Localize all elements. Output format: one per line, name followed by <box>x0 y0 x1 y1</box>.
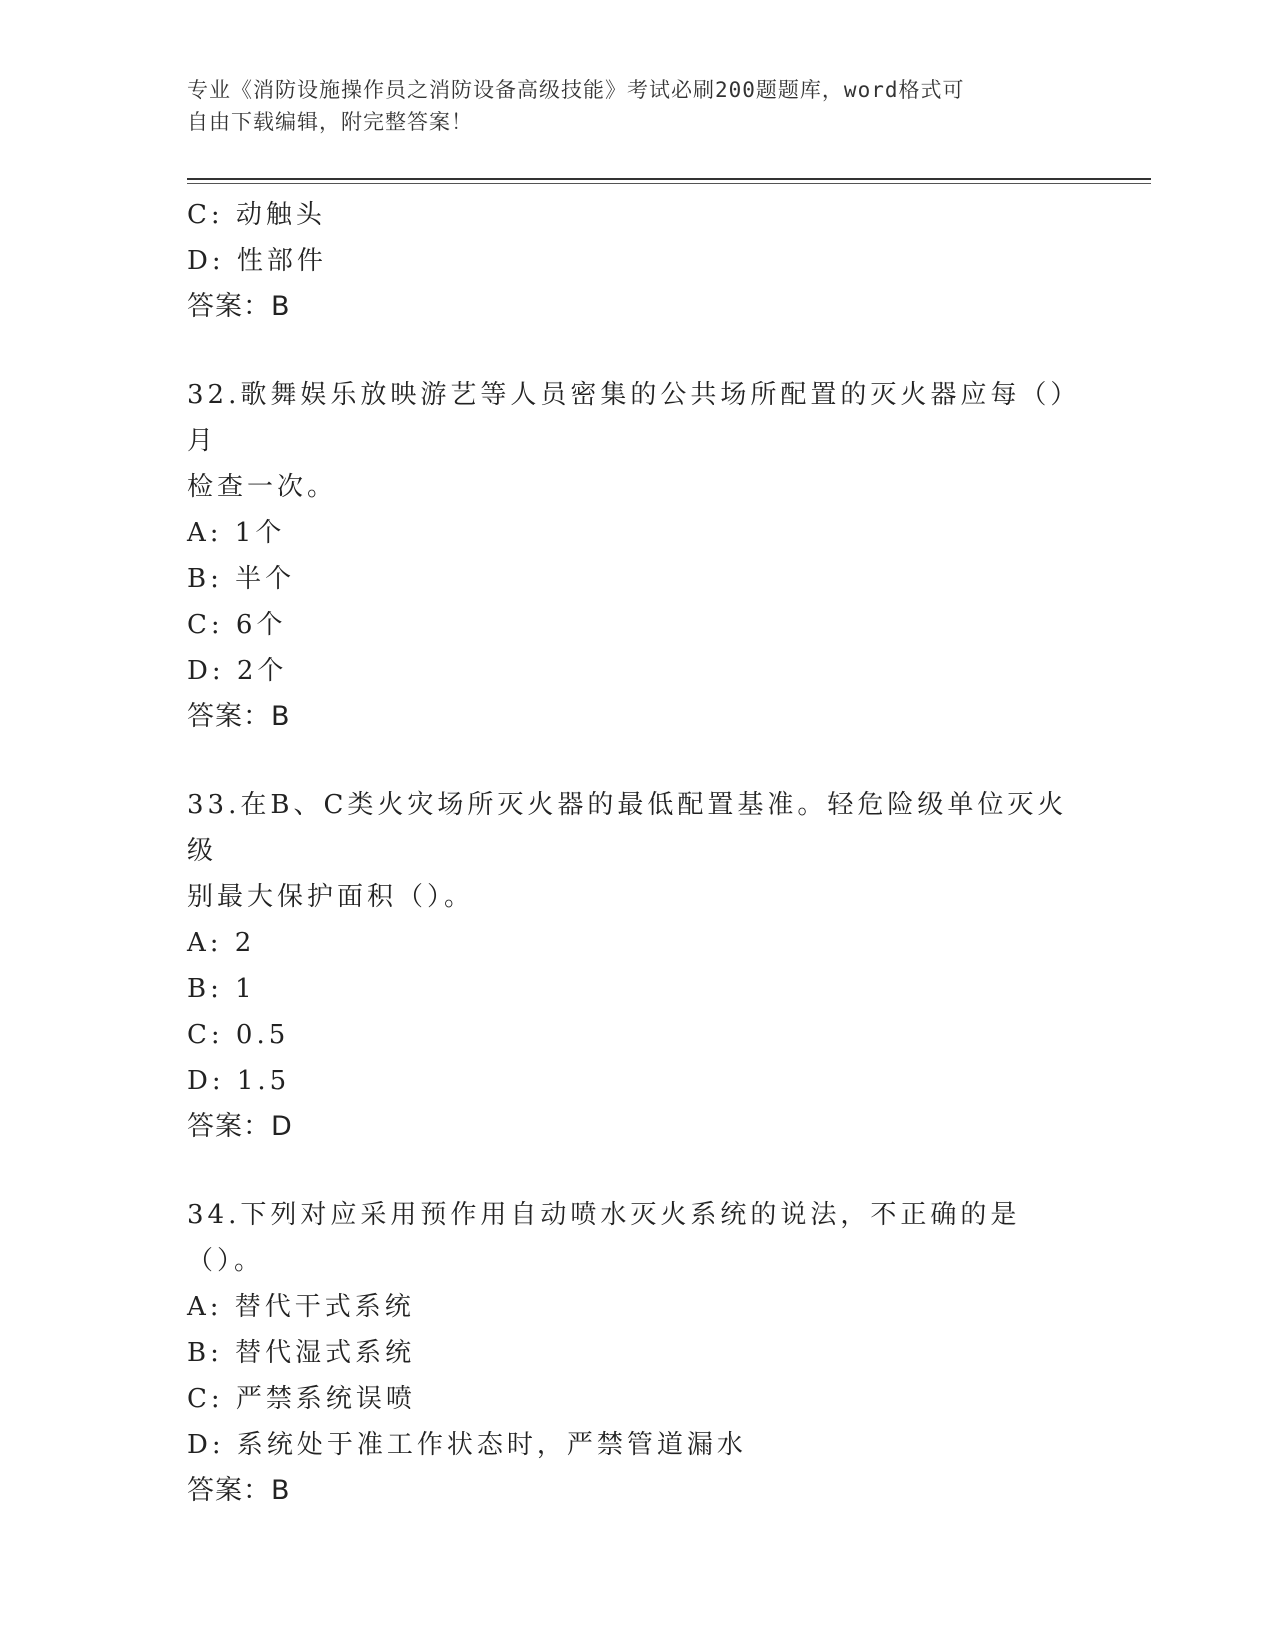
option-a: A: 替代干式系统 <box>187 1292 415 1322</box>
option-b: B: 1 <box>187 974 256 1004</box>
spacer <box>187 1150 1087 1192</box>
answer: 答案：D <box>187 1111 293 1142</box>
header-title-line-2: 自由下载编辑，附完整答案！ <box>187 110 473 134</box>
option-d: D: 性部件 <box>187 246 327 276</box>
question-stem-line-1: 33.在B、C类火灾场所灭火器的最低配置基准。轻危险级单位灭火级 <box>187 790 1068 866</box>
option-d: D: 系统处于准工作状态时，严禁管道漏水 <box>187 1430 747 1460</box>
option-c: C: 动触头 <box>187 200 326 230</box>
option-c: C: 6个 <box>187 610 287 640</box>
question-stem-line-2: 别最大保护面积（）。 <box>187 882 475 912</box>
question-31-tail <box>187 192 1087 330</box>
question-stem-line-2: 检查一次。 <box>187 472 338 502</box>
answer: 答案：B <box>187 701 291 732</box>
question-stem-line-1: 34.下列对应采用预作用自动喷水灭火系统的说法，不正确的是（）。 <box>187 1200 1021 1276</box>
option-a: A: 2 <box>187 928 256 958</box>
question-34 <box>187 1192 1087 1514</box>
option-c: C: 严禁系统误喷 <box>187 1384 416 1414</box>
question-32 <box>187 372 1087 740</box>
header-title-line-1: 专业《消防设施操作员之消防设备高级技能》考试必刷200题题库，word格式可 <box>187 78 965 102</box>
option-a: A: 1个 <box>187 518 286 548</box>
question-33 <box>187 782 1087 1150</box>
answer: 答案：B <box>187 1475 291 1506</box>
question-stem-line-1: 32.歌舞娱乐放映游艺等人员密集的公共场所配置的灭火器应每（）月 <box>187 380 1081 456</box>
option-d: D: 2个 <box>187 656 288 686</box>
option-d: D: 1.5 <box>187 1066 291 1096</box>
option-c: C: 0.5 <box>187 1020 290 1050</box>
spacer <box>187 740 1087 782</box>
option-b: B: 半个 <box>187 564 296 594</box>
header-divider-thick <box>187 178 1151 180</box>
document-header <box>187 74 1067 138</box>
answer: 答案：B <box>187 291 291 322</box>
option-b: B: 替代湿式系统 <box>187 1338 416 1368</box>
header-divider-thin <box>187 183 1151 184</box>
question-list <box>187 192 1087 1514</box>
spacer <box>187 330 1087 372</box>
